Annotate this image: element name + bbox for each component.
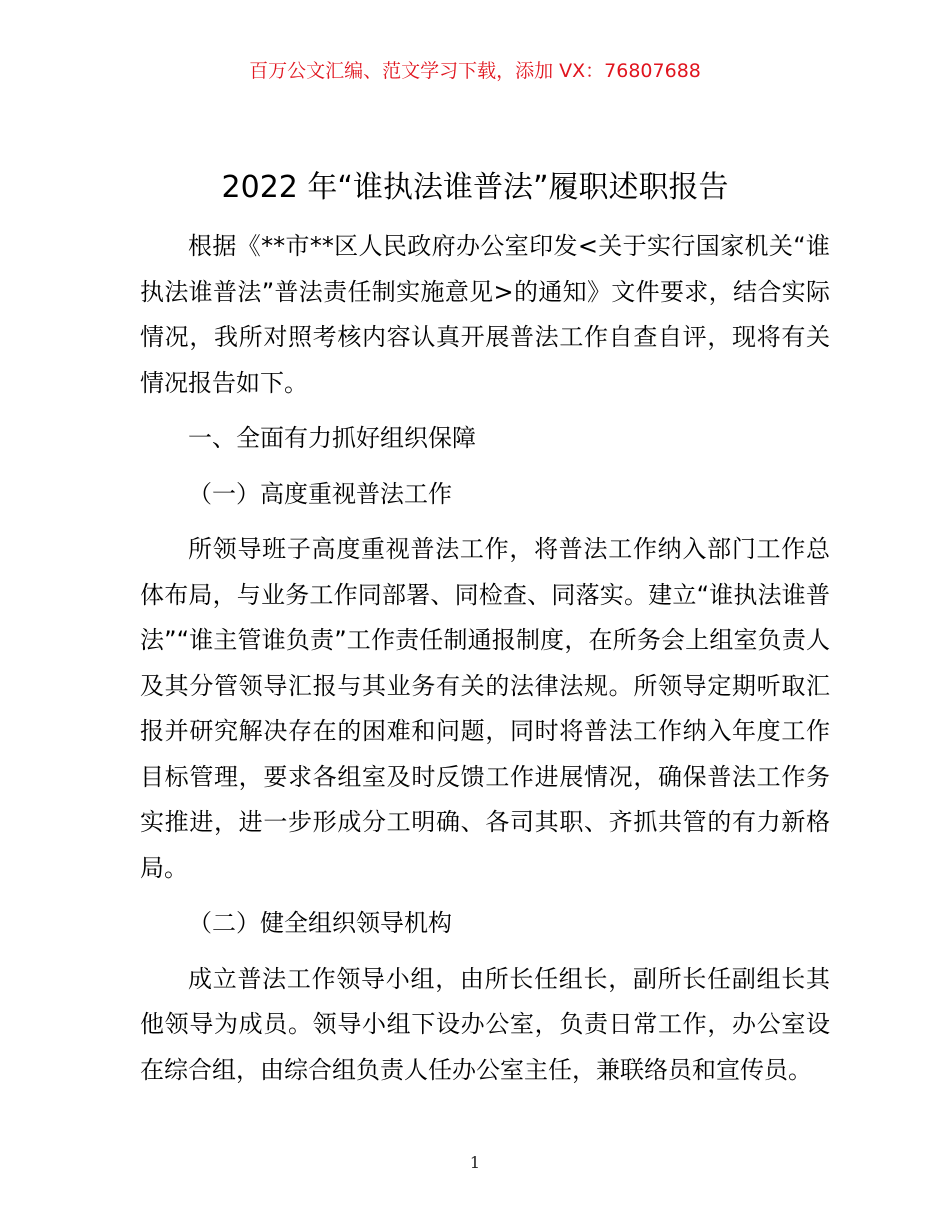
subsection-1-heading: （一）高度重视普法工作 [188, 479, 452, 508]
intro-paragraph: 根据《**市**区人民政府办公室印发<关于实行国家机关“谁执法谁普法”普法责任制实施意见>的通知》文件要求，结合实际情况，我所对照考核内容认真开展普法工作自查自评，现将有关情况报告如下。 [140, 232, 830, 397]
subsection-2-paragraph: 成立普法工作领导小组，由所长任组长，副所长任副组长其他领导为成员。领导小组下设办公室，负责日常工作，办公室设在综合组，由综合组负责人任办公室主任，兼联络员和宣传员。 [140, 964, 830, 1084]
document-title: 2022 年“谁执法谁普法”履职述职报告 [221, 170, 729, 205]
subsection-1-paragraph: 所领导班子高度重视普法工作，将普法工作纳入部门工作总体布局，与业务工作同部署、同检查、同落实。建立“谁执法谁普法”“谁主管谁负责”工作责任制通报制度，在所务会上组室负责人及其分管领导汇报与其业务有关的法律法规。所领导定期听取汇报并研究解决存在的困难和问题，同时将普法工作纳入年度工作目标管理，要求各组室及时反馈工作进展情况，确保普法工作务实推进，进一步形成分工明确、各司其职、齐抓共管的有力新格局。 [140, 535, 830, 882]
page-number: 1 [469, 1153, 481, 1172]
section-1-heading: 一、全面有力抓好组织保障 [188, 424, 476, 452]
header-banner: 百万公文汇编、范文学习下载，添加 VX：76807688 [249, 60, 701, 82]
subsection-2-heading: （二）健全组织领导机构 [188, 909, 452, 937]
document-body [140, 224, 830, 1103]
